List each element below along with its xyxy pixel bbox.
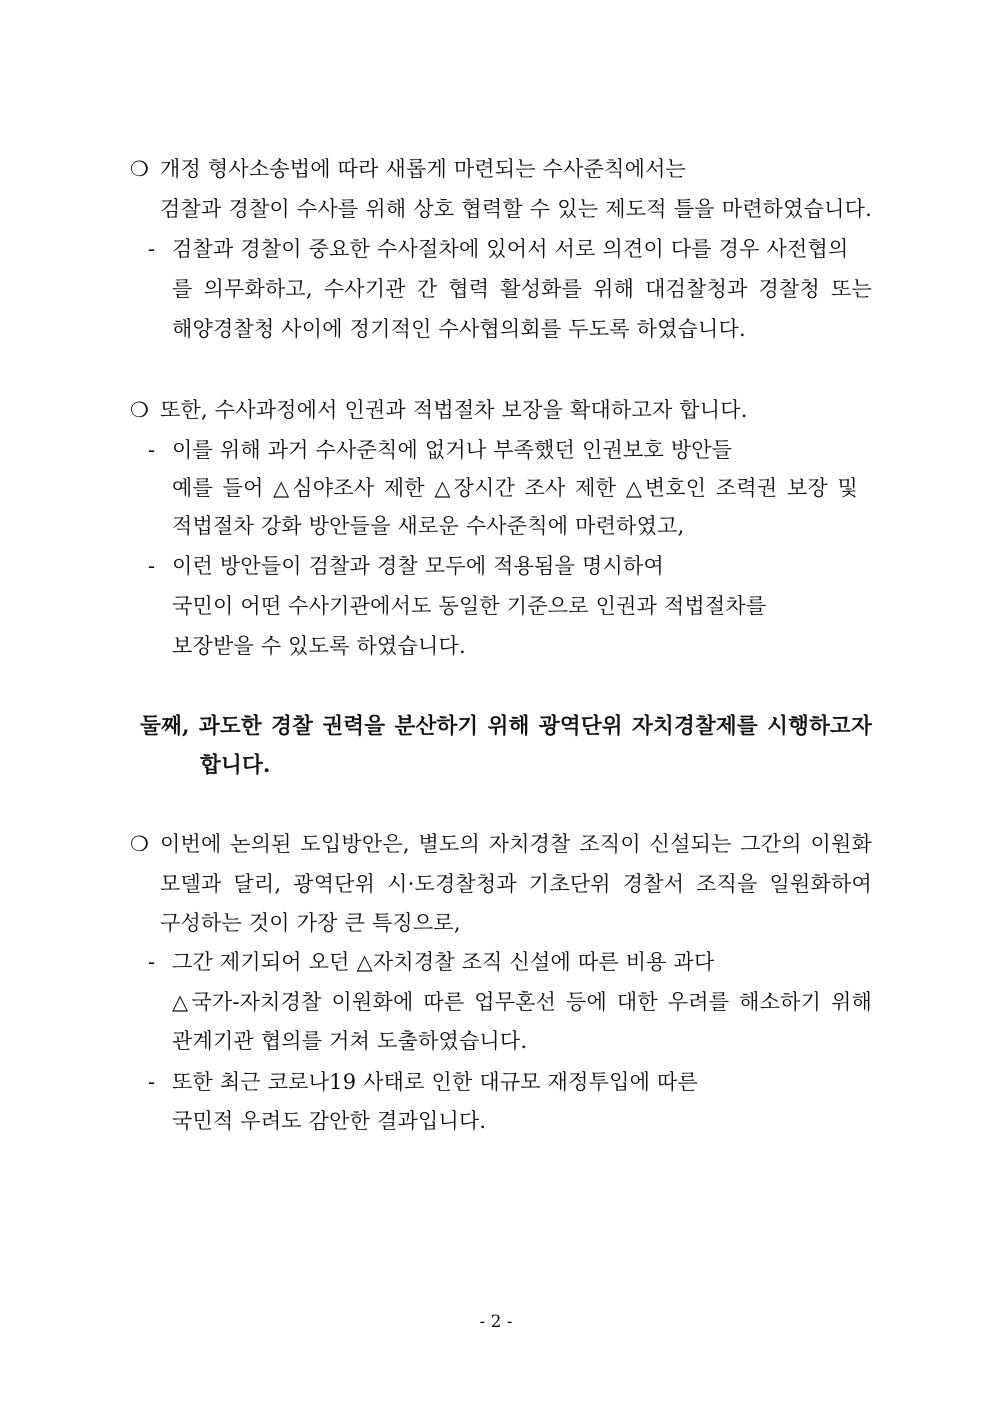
section1-sub-line1 [148,229,872,269]
section3-sub2-line1 [148,1062,698,1102]
paragraph-text: 이번에 논의된 도입방안은, 별도의 자치경찰 조직이 신설되는 그간의 이원화 [160,832,872,856]
section3-sub1-line1 [148,942,715,982]
circle-bullet-icon: ❍ [130,398,150,422]
section-heading-line1: 둘째, 과도한 경찰 권력을 분산하기 위해 광역단위 자치경찰제를 시행하고자 [140,714,872,739]
section2-sub2-line3: 보장받을 수 있도록 하였습니다. [172,634,466,658]
section2-sub1-line1 [148,430,732,470]
section1-sub-line3: 해양경찰청 사이에 정기적인 수사협의회를 두도록 하였습니다. [172,317,746,341]
section2-sub2-line1 [148,546,664,586]
paragraph-text: 이런 방안들이 검찰과 경찰 모두에 적용됨을 명시하여 [172,554,664,578]
section3-sub1-line2: △국가-자치경찰 이원화에 따른 업무혼선 등에 대한 우려를 해소하기 위해 [172,990,872,1014]
section1-bullet-line [130,149,686,189]
dash-bullet: - [148,438,156,462]
circle-bullet-icon: ❍ [130,832,150,856]
section3-bullet-line2: 모델과 달리, 광역단위 시·도경찰청과 기초단위 경찰서 조직을 일원화하여 [160,872,872,896]
section2-bullet-line [130,390,748,430]
section3-bullet-line1 [130,824,872,864]
section2-sub2-line2: 국민이 어떤 수사기관에서도 동일한 기준으로 인권과 적법절차를 [172,594,767,618]
dash-bullet: - [148,950,156,974]
paragraph-text: 개정 형사소송법에 따라 새롭게 마련되는 수사준칙에서는 [160,157,687,181]
section1-sub-line2: 를 의무화하고, 수사기관 간 협력 활성화를 위해 대검찰청과 경찰청 또는 [172,277,872,301]
section2-sub1-line3: 적법절차 강화 방안들을 새로운 수사준칙에 마련하였고, [172,514,685,538]
dash-bullet: - [148,237,156,261]
paragraph-text: 또한 최근 코로나19 사태로 인한 대규모 재정투입에 따른 [172,1070,698,1094]
section-heading-line2: 합니다. [200,753,271,778]
page-number: - 2 - [479,1312,513,1332]
paragraph-text: 검찰과 경찰이 중요한 수사절차에 있어서 서로 의견이 다를 경우 사전협의 [172,237,849,261]
section1-bullet-continuation: 검찰과 경찰이 수사를 위해 상호 협력할 수 있는 제도적 틀을 마련하였습니다. [160,197,872,221]
dash-bullet: - [148,1070,156,1094]
circle-bullet-icon: ❍ [130,157,150,181]
paragraph-text: 그간 제기되어 오던 △자치경찰 조직 신설에 따른 비용 과다 [172,950,715,974]
section2-sub1-line2: 예를 들어 △심야조사 제한 △장시간 조사 제한 △변호인 조력권 보장 및 [172,476,858,500]
section3-bullet-line3: 구성하는 것이 가장 큰 특징으로, [160,911,461,935]
dash-bullet: - [148,554,156,578]
paragraph-text: 또한, 수사과정에서 인권과 적법절차 보장을 확대하고자 합니다. [160,398,748,422]
paragraph-text: 이를 위해 과거 수사준칙에 없거나 부족했던 인권보호 방안들 [172,438,733,462]
section3-sub1-line3: 관계기관 협의를 거쳐 도출하였습니다. [172,1029,528,1053]
section3-sub2-line2: 국민적 우려도 감안한 결과입니다. [172,1109,487,1133]
